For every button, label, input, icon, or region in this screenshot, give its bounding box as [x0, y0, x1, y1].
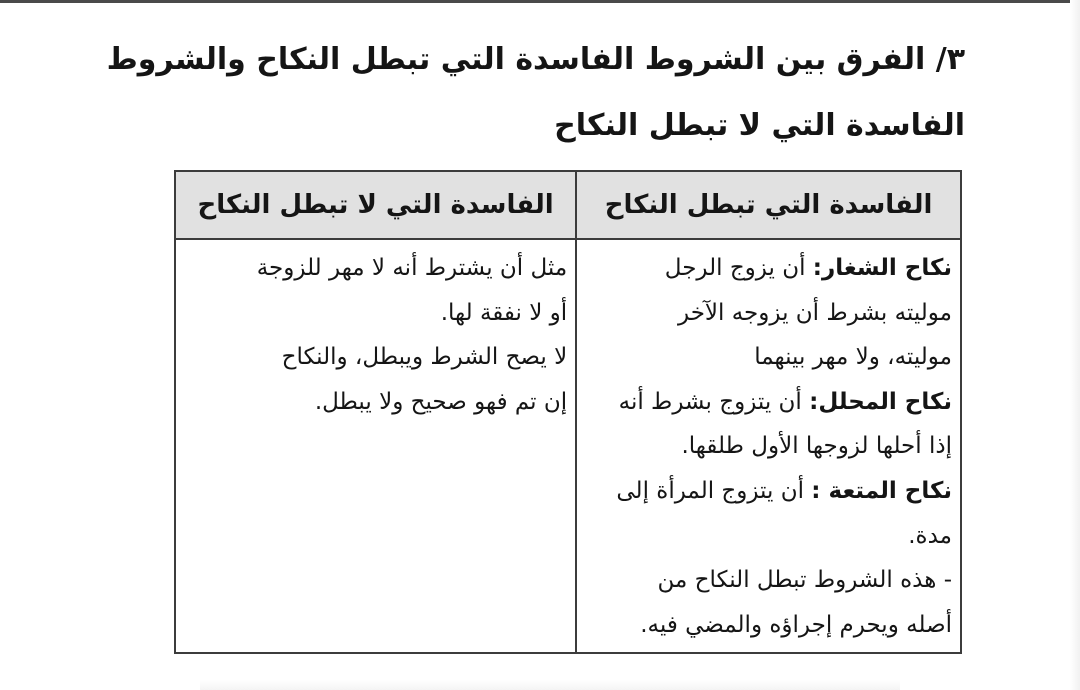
- cell-invalidating-conditions: [576, 239, 961, 653]
- comparison-table: [174, 170, 962, 654]
- ruling-line-2: إن تم فهو صحيح ولا يبطل.: [314, 388, 568, 415]
- bottom-edge-shadow: [200, 680, 900, 690]
- example-line-1: مثل أن يشترط أنه لا مهر للزوجة: [256, 255, 568, 281]
- shighar-line-3: موليته، ولا مهر بينهما: [754, 344, 952, 371]
- page-title-line-1: ٣/ الفرق بين الشروط الفاسدة التي تبطل النكاح والشروط: [106, 42, 965, 77]
- shighar-line-2: موليته بشرط أن يزوجه الآخر: [678, 299, 952, 326]
- mutah-text-1: أن يتزوج المرأة إلى: [616, 477, 812, 504]
- note-line-1: - هذه الشروط تبطل النكاح من: [657, 567, 952, 594]
- page-title-line-2: الفاسدة التي لا تبطل النكاح: [554, 108, 965, 143]
- note-line-2: أصله ويحرم إجراؤه والمضي فيه.: [640, 611, 952, 638]
- shighar-text-1: أن يزوج الرجل: [664, 255, 813, 281]
- term-shighar: نكاح الشغار:: [812, 255, 952, 281]
- table-row: [175, 239, 961, 653]
- shighar-line-1: [585, 246, 952, 291]
- term-muhallil: نكاح المحلل:: [809, 388, 952, 415]
- example-line-2: أو لا نفقة لها.: [440, 299, 568, 326]
- muhallil-text-1: أن يتزوج بشرط أنه: [618, 388, 810, 415]
- header-non-invalidating-conditions: الفاسدة التي لا تبطل النكاح: [175, 171, 576, 239]
- muhallil-line-1: [585, 380, 952, 425]
- header-invalidating-conditions: الفاسدة التي تبطل النكاح: [576, 171, 961, 239]
- cell-non-invalidating-conditions: [175, 239, 576, 653]
- mutah-line-1: [585, 469, 952, 514]
- mutah-line-2: مدة.: [908, 522, 952, 549]
- table-header-row: [175, 171, 961, 239]
- muhallil-line-2: إذا أحلها لزوجها الأول طلقها.: [681, 433, 952, 460]
- term-mutah: نكاح المتعة :: [811, 477, 952, 504]
- right-edge-shadow: [1070, 0, 1080, 690]
- ruling-line-1: لا يصح الشرط ويبطل، والنكاح: [281, 344, 568, 371]
